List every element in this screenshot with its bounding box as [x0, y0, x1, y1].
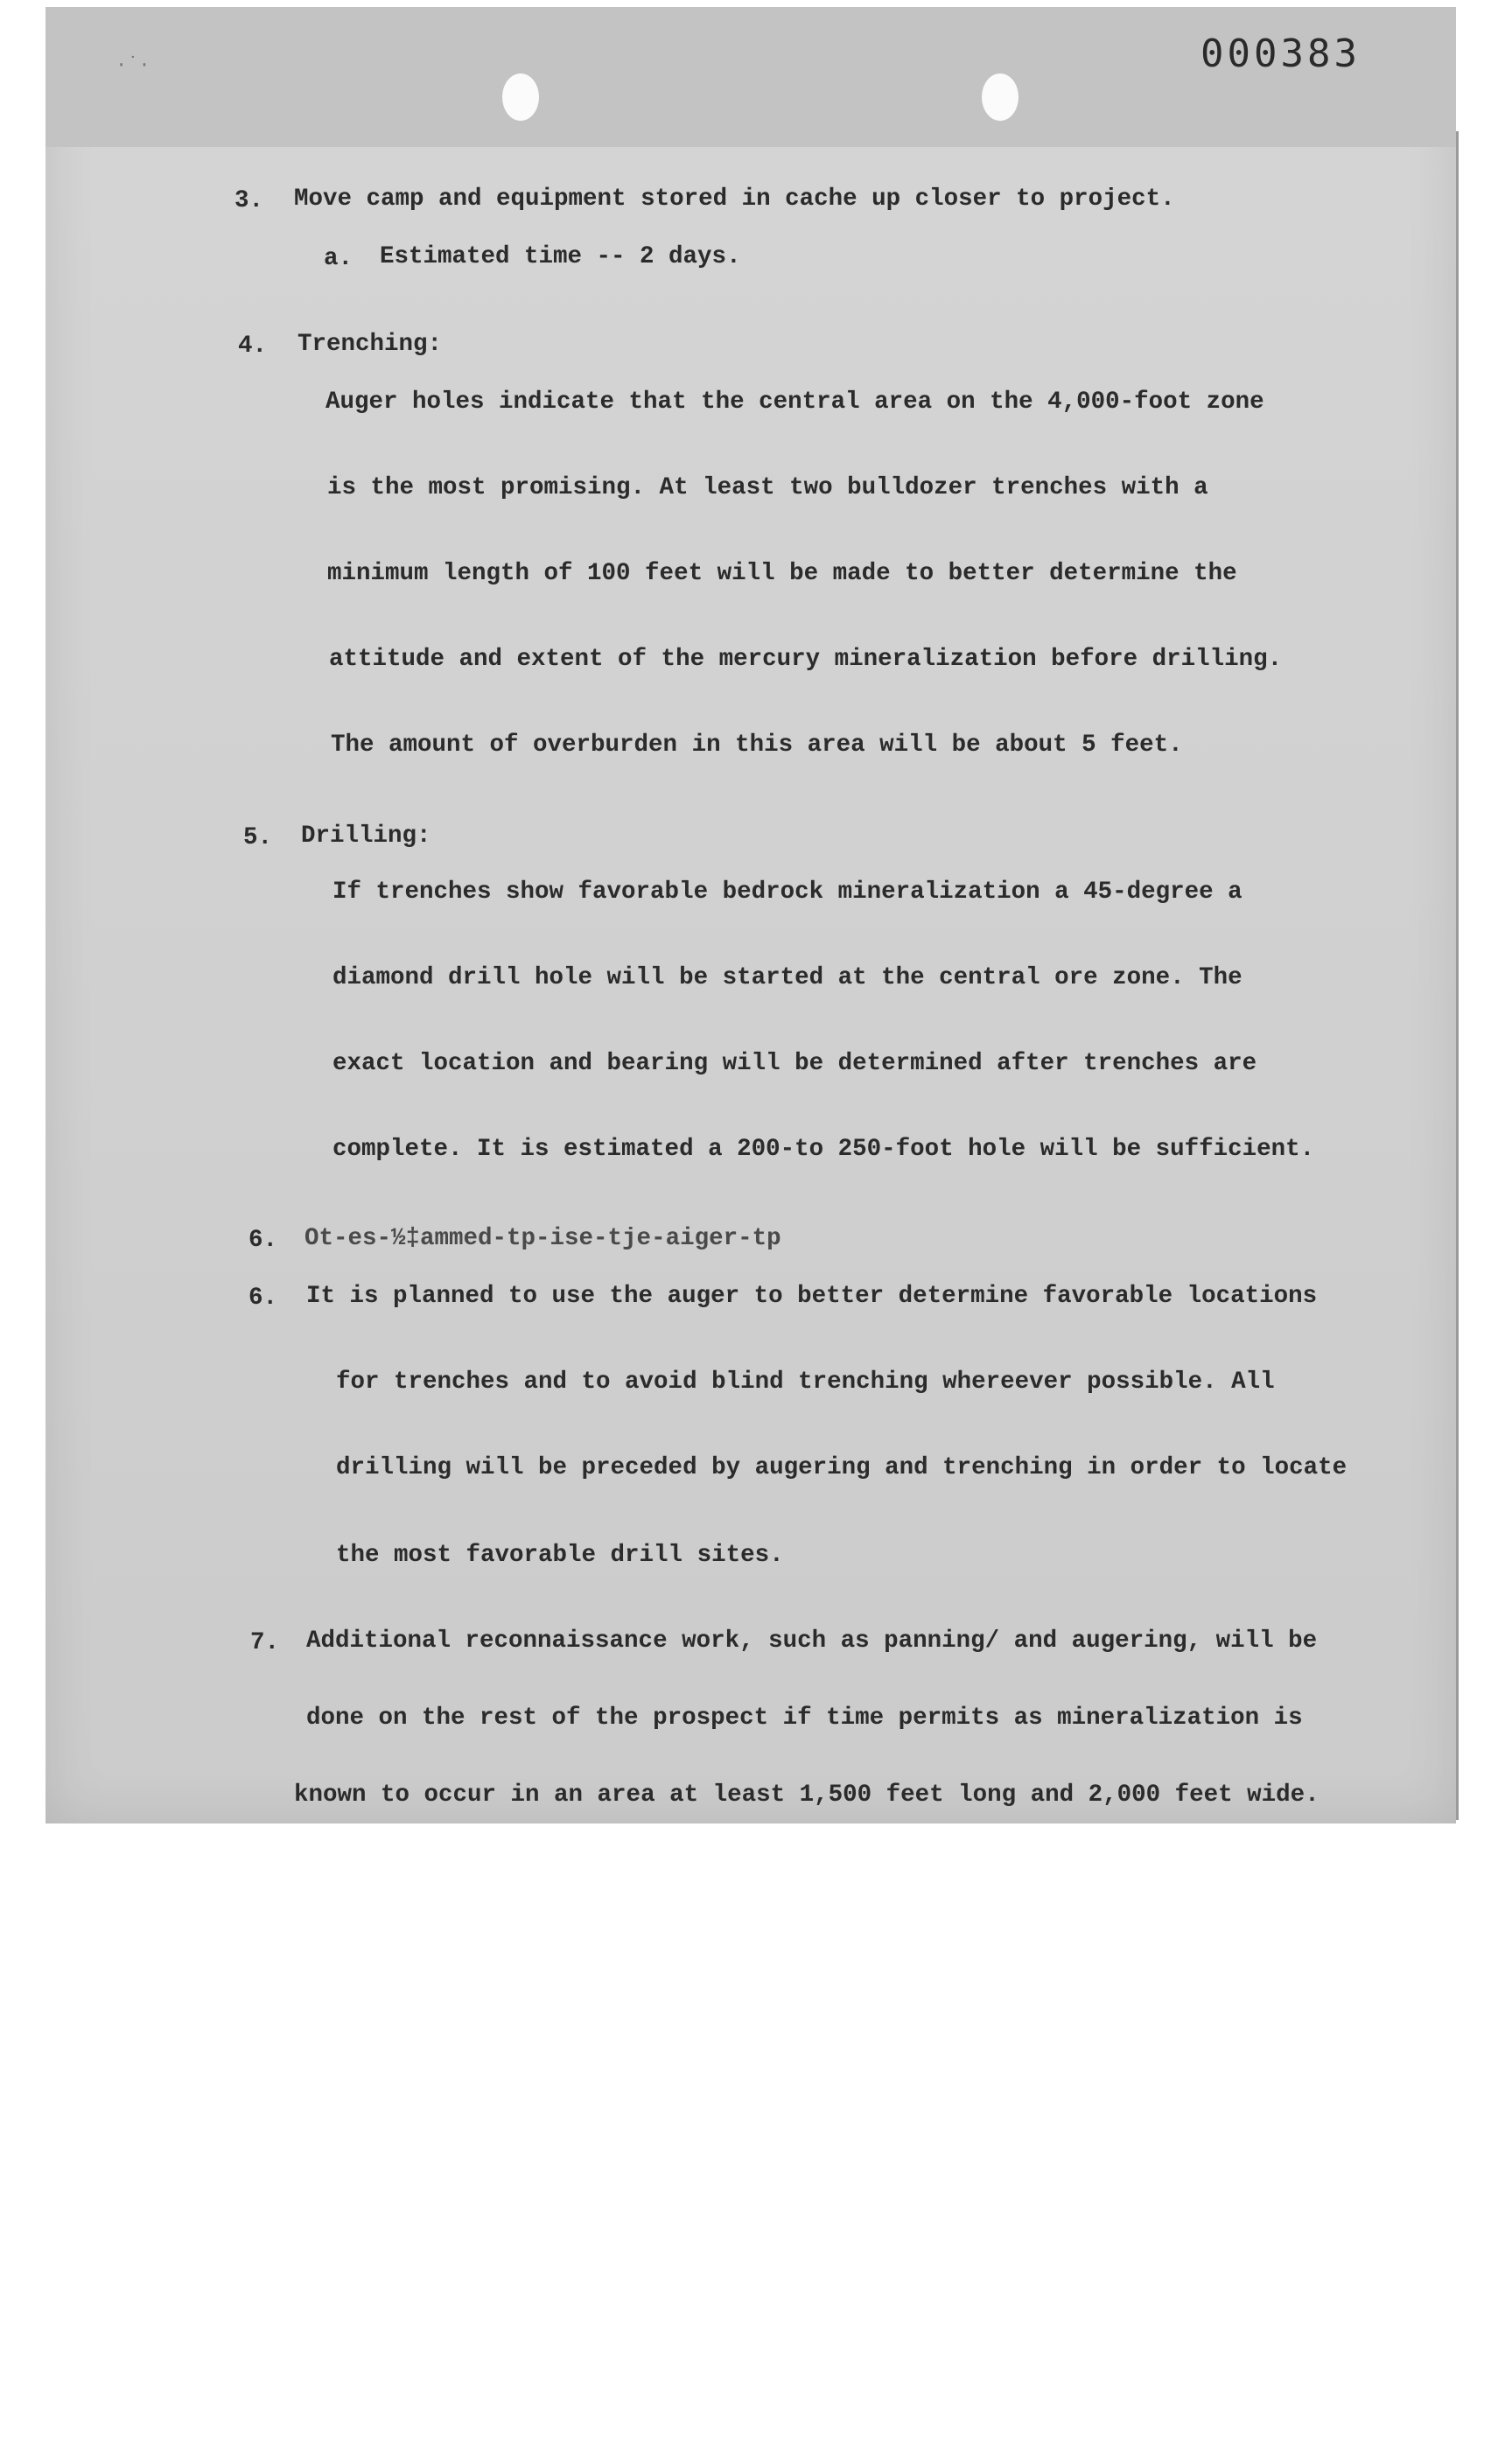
item-number-6: 6. — [248, 1284, 278, 1312]
item-7-line-1: Additional reconnaissance work, such as panning/ and augering, will be — [306, 1628, 1318, 1655]
item-number-4: 4. — [238, 332, 268, 360]
item-5-line-1: If trenches show favorable bedrock mineralization a 45-degree a — [332, 878, 1242, 906]
item-7-line-3: known to occur in an area at least 1,500 feet long and 2,000 feet wide. — [294, 1782, 1320, 1809]
item-6-line-1: It is planned to use the auger to better determine favorable locations — [306, 1283, 1318, 1310]
item-4-line-1: Auger holes indicate that the central area on the 4,000-foot zone — [326, 388, 1264, 416]
smudge-mark: ·˙· — [116, 54, 150, 76]
document-number: 000383 — [1200, 32, 1361, 76]
item-number-3a: a. — [324, 245, 354, 272]
punch-hole-left — [502, 74, 539, 121]
item-number-3: 3. — [234, 187, 264, 214]
item-6-struck-text: Ot-es-½‡ammed-tp-ise-tje-aiger-tp — [304, 1225, 781, 1252]
item-6-line-2: for trenches and to avoid blind trenching whereever possible. All — [336, 1368, 1275, 1396]
item-4-line-3: minimum length of 100 feet will be made to better determine the — [327, 560, 1237, 587]
item-number-6-struck: 6. — [248, 1227, 278, 1254]
item-3-text: Move camp and equipment stored in cache up closer to project. — [294, 186, 1175, 213]
item-5-line-4: complete. It is estimated a 200-to 250-foot hole will be sufficient. — [332, 1136, 1315, 1163]
item-number-7: 7. — [250, 1629, 280, 1656]
item-4-heading: Trenching: — [298, 331, 443, 358]
item-7-line-2: done on the rest of the prospect if time permits as mineralization is — [306, 1704, 1303, 1732]
item-number-5: 5. — [243, 824, 273, 851]
page-header-band — [46, 7, 1456, 147]
page-edge-shadow — [1456, 131, 1459, 1820]
item-5-line-3: exact location and bearing will be determined after trenches are — [332, 1050, 1257, 1077]
punch-hole-right — [982, 74, 1018, 121]
item-5-heading: Drilling: — [301, 822, 431, 850]
item-6-line-4: the most favorable drill sites. — [336, 1542, 784, 1569]
item-4-line-2: is the most promising. At least two bulldozer trenches with a — [327, 474, 1208, 501]
item-6-line-3: drilling will be preceded by augering and trenching in order to locate — [336, 1454, 1348, 1481]
item-4-line-5: The amount of overburden in this area will be about 5 feet. — [331, 732, 1183, 759]
item-4-line-4: attitude and extent of the mercury mineralization before drilling. — [329, 646, 1283, 673]
item-3a-text: Estimated time -- 2 days. — [380, 243, 741, 270]
item-5-line-2: diamond drill hole will be started at the central ore zone. The — [332, 964, 1242, 991]
